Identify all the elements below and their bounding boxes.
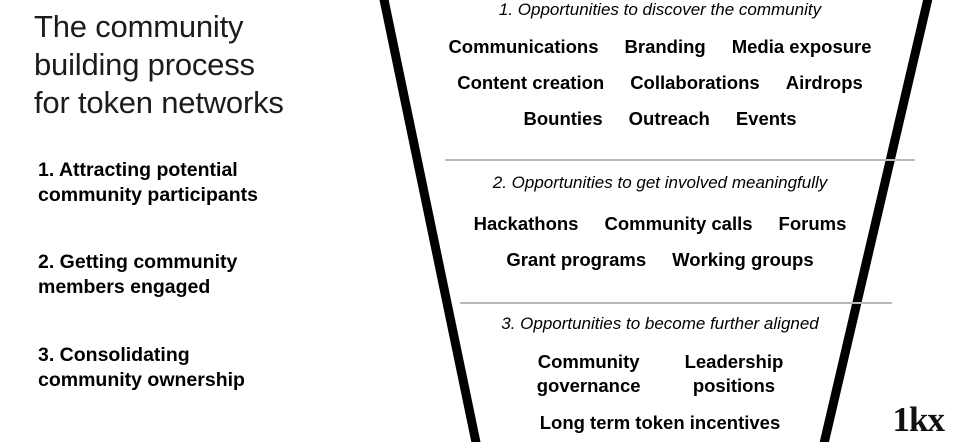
funnel-section-3-title: 3. Opportunities to become further aligned bbox=[501, 314, 819, 333]
tag-community-governance bbox=[537, 350, 641, 398]
tag-community-governance-line-2: governance bbox=[536, 375, 641, 396]
tag-content-creation: Content creation bbox=[457, 72, 605, 93]
page-title-line-3: for token networks bbox=[34, 85, 284, 120]
tag-row bbox=[360, 108, 960, 130]
tag-collaborations: Collaborations bbox=[630, 72, 760, 93]
left-column bbox=[34, 0, 364, 442]
tag-leadership-positions-line-2: positions bbox=[692, 375, 776, 396]
tag-forums: Forums bbox=[778, 213, 847, 234]
stage-item-2-line-2: members engaged bbox=[38, 276, 211, 298]
stage-item-1-line-2: community participants bbox=[38, 184, 258, 206]
stage-item-1 bbox=[38, 158, 258, 208]
funnel-content bbox=[360, 0, 960, 442]
tag-leadership-positions-line-1: Leadership bbox=[684, 351, 784, 372]
stage-item-1-line-1: 1. Attracting potential bbox=[38, 159, 238, 181]
section-divider-2 bbox=[460, 302, 892, 304]
tag-working-groups: Working groups bbox=[672, 249, 814, 270]
tag-events: Events bbox=[735, 108, 797, 129]
tag-row bbox=[360, 412, 960, 434]
tag-row bbox=[360, 249, 960, 271]
stage-item-3-line-2: community ownership bbox=[38, 369, 245, 391]
funnel-section-3 bbox=[360, 314, 960, 434]
funnel-section-1-title: 1. Opportunities to discover the community bbox=[498, 0, 822, 19]
tag-community-governance-line-1: Community bbox=[537, 351, 640, 372]
tag-outreach: Outreach bbox=[628, 108, 710, 129]
brand-logo: 1kx bbox=[892, 400, 944, 439]
tag-row bbox=[360, 213, 960, 235]
tag-branding: Branding bbox=[624, 36, 706, 57]
tag-media-exposure: Media exposure bbox=[731, 36, 872, 57]
tag-leadership-positions bbox=[685, 350, 784, 398]
tag-communications: Communications bbox=[448, 36, 599, 57]
page-title-line-2: building process bbox=[34, 47, 255, 82]
tag-row bbox=[360, 350, 960, 398]
tag-hackathons: Hackathons bbox=[473, 213, 579, 234]
tag-bounties: Bounties bbox=[523, 108, 603, 129]
tag-grant-programs: Grant programs bbox=[506, 249, 647, 270]
funnel-section-2 bbox=[360, 173, 960, 271]
stage-item-3-line-1: 3. Consolidating bbox=[38, 344, 190, 366]
page-title bbox=[34, 8, 364, 122]
stage-item-3 bbox=[38, 343, 245, 393]
funnel-section-2-title: 2. Opportunities to get involved meaningfully bbox=[492, 173, 828, 192]
page-title-line-1: The community bbox=[34, 9, 244, 44]
tag-airdrops: Airdrops bbox=[785, 72, 863, 93]
stage-item-2 bbox=[38, 250, 237, 300]
tag-long-term-token-incentives: Long term token incentives bbox=[539, 412, 781, 433]
section-divider-1 bbox=[445, 159, 915, 161]
stage-item-2-line-1: 2. Getting community bbox=[38, 251, 238, 273]
tag-row bbox=[360, 36, 960, 58]
funnel-section-1 bbox=[360, 0, 960, 130]
tag-community-calls: Community calls bbox=[604, 213, 753, 234]
tag-row bbox=[360, 72, 960, 94]
